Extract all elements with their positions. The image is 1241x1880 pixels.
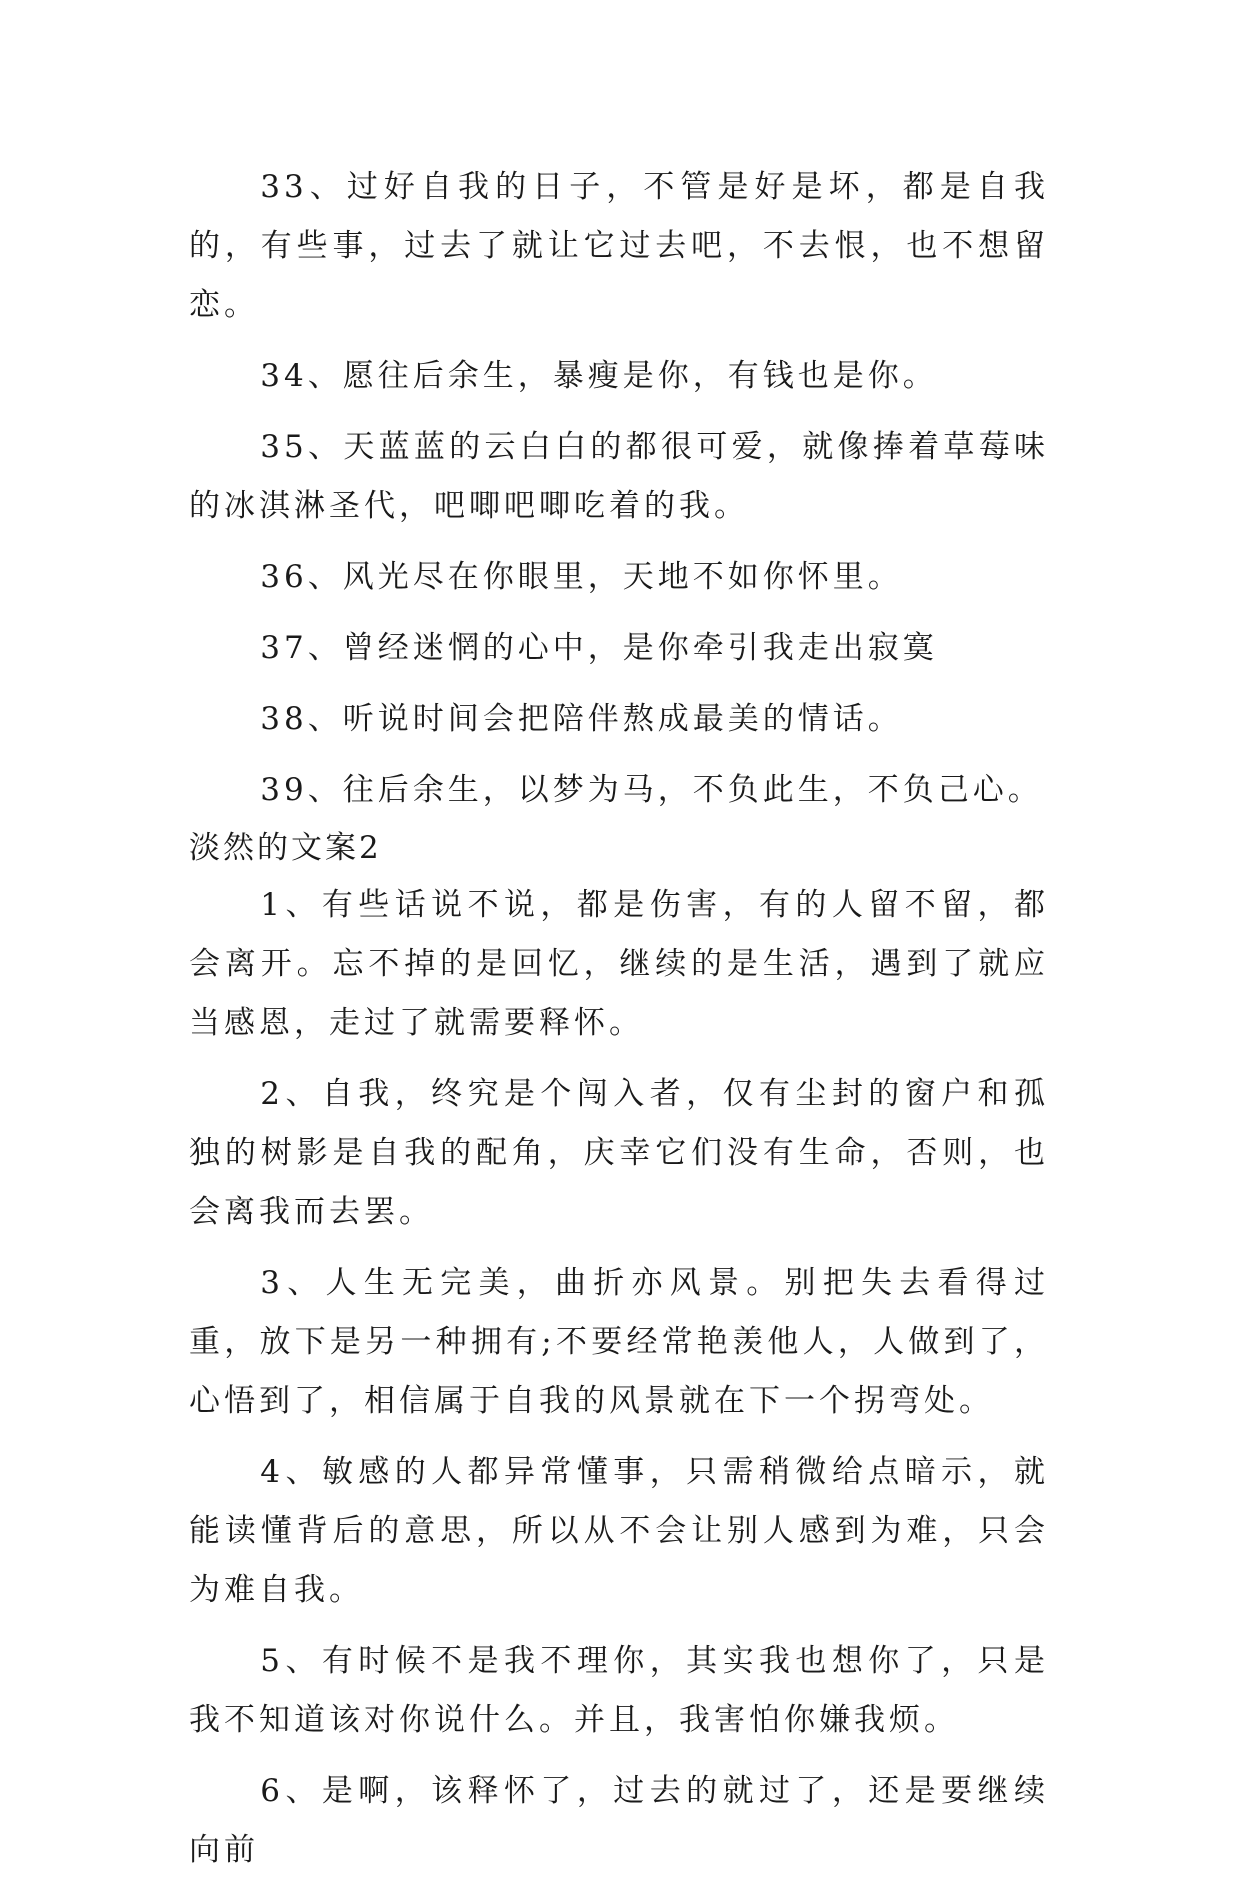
paragraph-35: 35、天蓝蓝的云白白的都很可爱，就像捧着草莓味的冰淇淋圣代，吧唧吧唧吃着的我。: [189, 429, 1049, 524]
document-body: [189, 158, 1049, 1880]
section-heading: 淡然的文案2: [189, 830, 382, 866]
paragraph-34: 34、愿往后余生，暴瘦是你，有钱也是你。: [260, 358, 938, 394]
paragraph-5: 5、有时候不是我不理你，其实我也想你了，只是我不知道该对你说什么。并且，我害怕你嫌我烦。: [189, 1643, 1049, 1738]
paragraph-33: 33、过好自我的日子，不管是好是坏，都是自我的，有些事，过去了就让它过去吧，不去恨，也不想留恋。: [189, 169, 1049, 323]
paragraph-36: 36、风光尽在你眼里，天地不如你怀里。: [260, 559, 903, 595]
paragraph-1: 1、有些话说不说，都是伤害，有的人留不留，都会离开。忘不掉的是回忆，继续的是生活，遇到了就应当感恩，走过了就需要释怀。: [189, 887, 1049, 1041]
paragraph-37: 37、曾经迷惘的心中，是你牵引我走出寂寞: [260, 630, 938, 666]
paragraph-39: 39、往后余生，以梦为马，不负此生，不负己心。: [260, 772, 1043, 808]
paragraph-2: 2、自我，终究是个闯入者，仅有尘封的窗户和孤独的树影是自我的配角，庆幸它们没有生命，否则，也会离我而去罢。: [189, 1076, 1049, 1230]
paragraph-4: 4、敏感的人都异常懂事，只需稍微给点暗示，就能读懂背后的意思，所以从不会让别人感到为难，只会为难自我。: [189, 1454, 1049, 1608]
paragraph-6: 6、是啊，该释怀了，过去的就过了，还是要继续向前: [189, 1773, 1049, 1868]
paragraph-3: 3、人生无完美，曲折亦风景。别把失去看得过重，放下是另一种拥有;不要经常艳羡他人，人做到了，心悟到了，相信属于自我的风景就在下一个拐弯处。: [189, 1265, 1049, 1419]
paragraph-38: 38、听说时间会把陪伴熬成最美的情话。: [260, 701, 903, 737]
